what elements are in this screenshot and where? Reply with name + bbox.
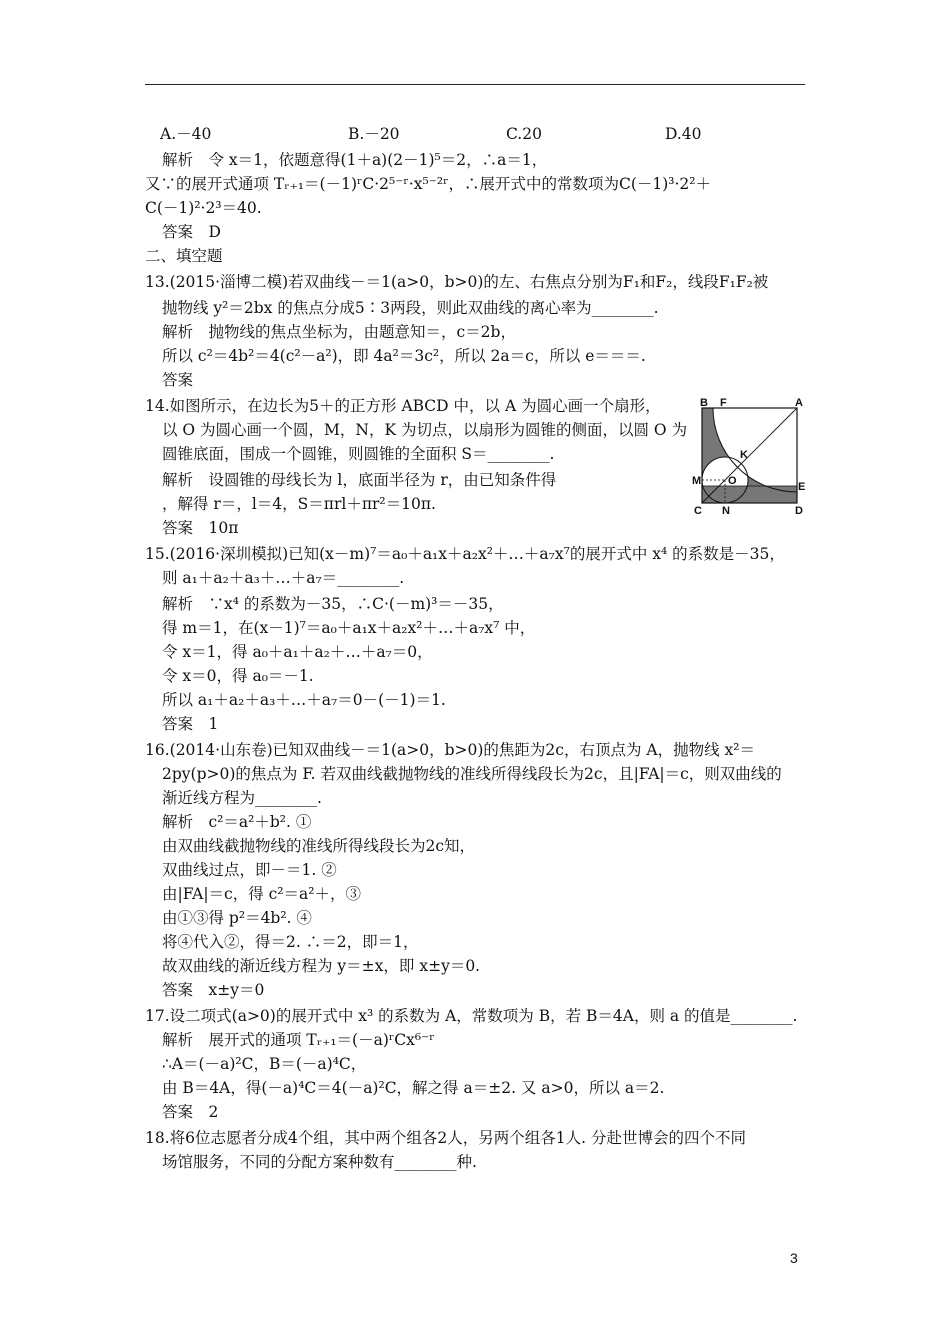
text-line: 解析 展开式的通项 Tᵣ₊₁＝(－a)ʳCx⁶⁻ʳ [162, 1031, 435, 1049]
label-b: B [700, 398, 708, 409]
text-line: 令 x＝0，得 a₀＝－1. [162, 667, 314, 685]
text-line: 答案 D [162, 223, 221, 241]
square-sector-figure [692, 398, 812, 518]
label-a: A [795, 398, 803, 409]
text-line: 17.设二项式(a>0)的展开式中 x³ 的系数为 A，常数项为 B，若 B＝4A，则 a 的值是________. [145, 1007, 798, 1025]
text-line: 答案 [162, 371, 194, 389]
text-line: 15.(2016·深圳模拟)已知(x－m)⁷＝a₀＋a₁x＋a₂x²＋…＋a₇x⁷的展开式中 x⁴ 的系数是－35， [145, 545, 785, 563]
text-line: 以 O 为圆心画一个圆，M，N，K 为切点，以扇形为圆锥的侧面，以圆 O 为 [162, 421, 688, 439]
text-line: 16.(2014·山东卷)已知双曲线－＝1(a>0，b>0)的焦距为2c，右顶点为 A，抛物线 x²＝ [145, 741, 755, 759]
text-line: 解析 设圆锥的母线长为 l，底面半径为 r，由已知条件得 [162, 471, 557, 489]
text-line: 答案 2 [162, 1103, 219, 1121]
option-b: B.－20 [348, 125, 400, 143]
text-line: 答案 10π [162, 519, 239, 537]
text-line: 解析 c²＝a²＋b². ① [162, 813, 312, 831]
label-o: O [728, 475, 737, 487]
text-line: 由 B＝4A，得(－a)⁴C＝4(－a)²C，解之得 a＝±2. 又 a>0，所以 a＝2. [162, 1079, 665, 1097]
text-line: 又∵的展开式通项 Tᵣ₊₁＝(－1)ʳC·2⁵⁻ʳ·x⁵⁻²ʳ，∴展开式中的常数项为C(－1)³·2²＋ [145, 175, 711, 193]
text-line: 解析 抛物线的焦点坐标为，由题意知＝，c＝2b， [162, 323, 516, 341]
option-d: D.40 [665, 125, 702, 143]
text-line: 故双曲线的渐近线方程为 y＝±x，即 x±y＝0. [162, 957, 481, 975]
text-line: 由双曲线截抛物线的准线所得线段长为2c知， [162, 837, 476, 855]
text-line: 将④代入②，得＝2. ∴＝2，即＝1， [162, 933, 419, 951]
text-line: 13.(2015·淄博二模)若双曲线－＝1(a>0，b>0)的左、右焦点分别为F₁和F₂，线段F₁F₂被 [145, 273, 769, 291]
label-k: K [740, 449, 748, 461]
text-line: ∴A＝(－a)²C，B＝(－a)⁴C， [162, 1055, 367, 1073]
label-d: D [795, 505, 803, 517]
header-rule [145, 84, 805, 85]
label-c: C [694, 505, 702, 517]
label-e: E [798, 481, 806, 493]
text-line: 圆锥底面，围成一个圆锥，则圆锥的全面积 S＝________. [162, 445, 555, 463]
text-line: 得 m＝1，在(x－1)⁷＝a₀＋a₁x＋a₂x²＋…＋a₇x⁷ 中， [162, 619, 536, 637]
option-c: C.20 [506, 125, 542, 143]
text-line: 由①③得 p²＝4b². ④ [162, 909, 312, 927]
text-line: 场馆服务，不同的分配方案种数有________种. [162, 1153, 477, 1171]
text-line: 解析 ∵x⁴ 的系数为－35，∴C·(－m)³＝－35， [162, 595, 504, 613]
text-line: 渐近线方程为________. [162, 789, 322, 807]
text-line: C(－1)²·2³＝40. [145, 199, 262, 217]
text-line: 令 x＝1，得 a₀＋a₁＋a₂＋…＋a₇＝0， [162, 643, 433, 661]
label-m: M [692, 475, 702, 487]
text-line: ，解得 r＝，l＝4，S＝πrl＋πr²＝10π. [162, 495, 436, 513]
text-line: 所以 a₁＋a₂＋a₃＋…＋a₇＝0－(－1)＝1. [162, 691, 446, 709]
text-line: 2py(p>0)的焦点为 F. 若双曲线截抛物线的准线所得线段长为2c，且|FA|＝c，则双曲线的 [162, 765, 782, 783]
text-line: 则 a₁＋a₂＋a₃＋…＋a₇＝________. [162, 569, 405, 587]
text-line: 解析 令 x＝1，依题意得(1＋a)(2－1)⁵＝2，∴a＝1， [162, 151, 548, 169]
text-line: 14.如图所示，在边长为5＋的正方形 ABCD 中，以 A 为圆心画一个扇形， [145, 397, 661, 415]
text-line: 双曲线过点，即－＝1. ② [162, 861, 337, 879]
label-f: F [720, 398, 727, 409]
label-n: N [722, 505, 730, 517]
text-line: 答案 1 [162, 715, 219, 733]
text-line: 答案 x±y＝0 [162, 981, 265, 999]
text-line: 18.将6位志愿者分成4个组，其中两个组各2人，另两个组各1人. 分赴世博会的四个不同 [145, 1129, 746, 1147]
text-line: 由|FA|＝c，得 c²＝a²＋，③ [162, 885, 362, 903]
text-line: 抛物线 y²＝2bx 的焦点分成5∶3两段，则此双曲线的离心率为________. [162, 299, 659, 317]
page-number: 3 [790, 1250, 798, 1266]
option-a: A.－40 [160, 125, 212, 143]
text-line: 二、填空题 [145, 247, 223, 265]
text-line: 所以 c²＝4b²＝4(c²－a²)，即 4a²＝3c²，所以 2a＝c，所以 e＝＝＝. [162, 347, 646, 365]
